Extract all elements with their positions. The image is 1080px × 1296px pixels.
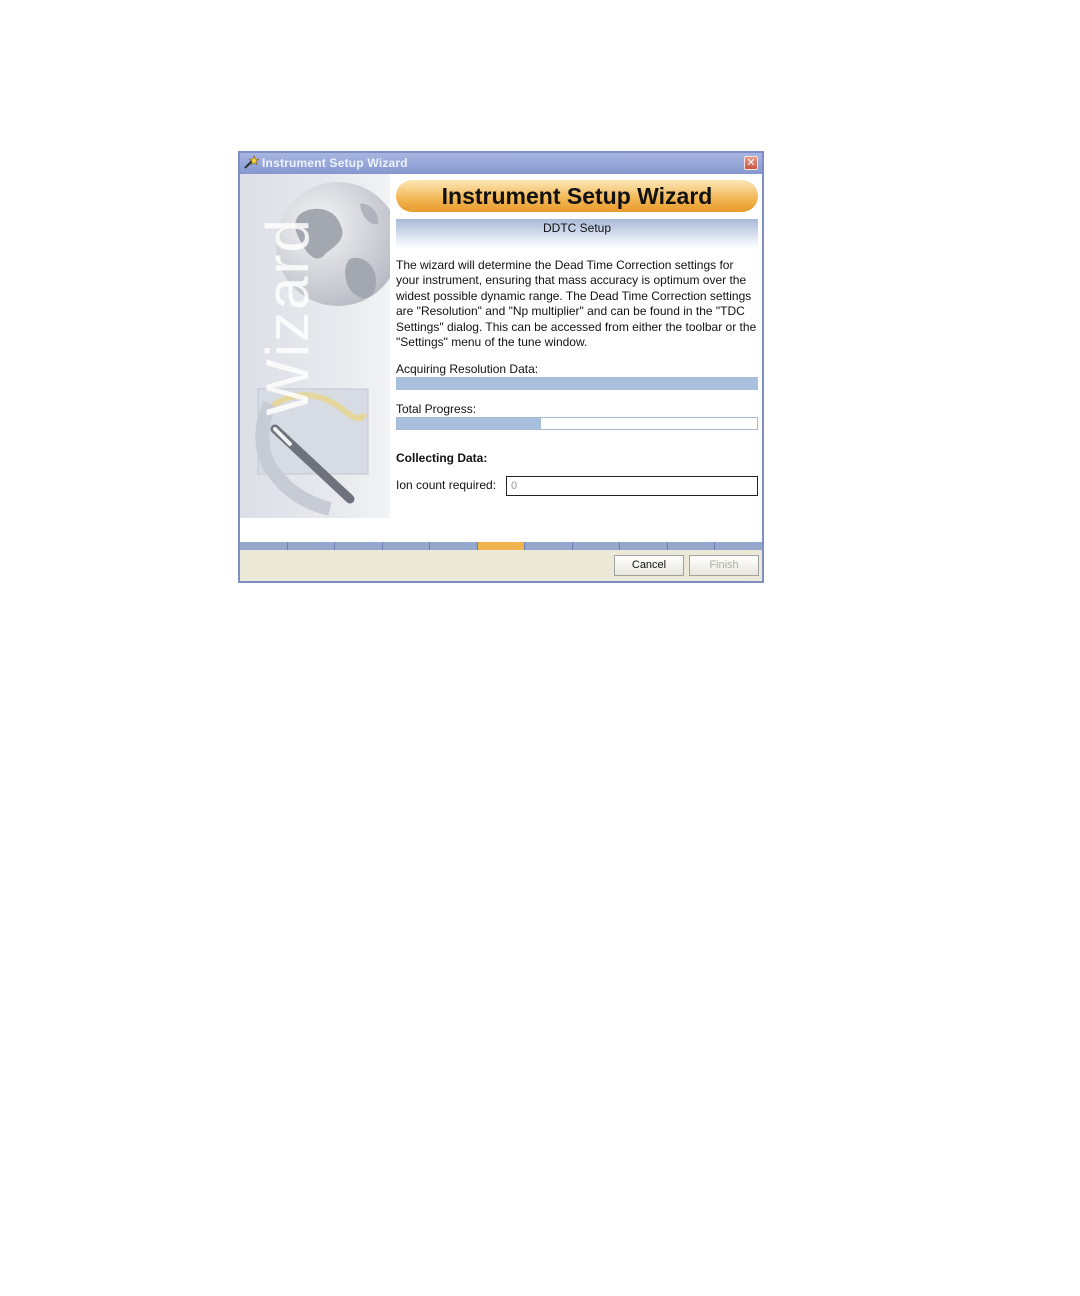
page-title: Instrument Setup Wizard — [441, 183, 713, 209]
ion-count-field[interactable] — [506, 476, 758, 496]
wizard-client-area — [240, 174, 762, 542]
wizard-step-segment — [620, 542, 668, 550]
total-progress-fill — [397, 418, 541, 429]
wizard-step-segment — [715, 542, 762, 550]
total-progress-bar — [396, 417, 758, 430]
acquiring-label: Acquiring Resolution Data: — [396, 362, 539, 376]
wizard-step-segment — [335, 542, 383, 550]
wizard-window — [238, 151, 764, 583]
wizard-step-segment — [525, 542, 573, 550]
page-header — [396, 180, 758, 212]
close-icon[interactable]: ✕ — [744, 156, 758, 170]
wizard-icon — [243, 155, 259, 171]
collecting-heading: Collecting Data: — [396, 451, 488, 465]
total-progress-label: Total Progress: — [396, 402, 477, 416]
finish-button[interactable]: Finish — [689, 555, 759, 576]
wizard-step-segment — [668, 542, 716, 550]
wizard-step-segment — [573, 542, 621, 550]
cancel-button[interactable]: Cancel — [614, 555, 684, 576]
window-title: Instrument Setup Wizard — [262, 156, 408, 170]
wizard-step-segment — [288, 542, 336, 550]
wizard-step-indicator — [240, 542, 762, 550]
wizard-step-segment — [383, 542, 431, 550]
ion-count-label: Ion count required: — [396, 478, 497, 492]
sidebar-artwork — [240, 174, 390, 518]
page-subtitle: DDTC Setup — [396, 219, 758, 249]
title-bar[interactable] — [240, 153, 762, 174]
wizard-step-segment — [430, 542, 478, 550]
button-bar — [240, 550, 762, 581]
description-text: The wizard will determine the Dead Time Correction settings for your instrument, ensuring that mass accuracy is optimum over the widest possible dynamic range. The Dead Time Correction settings are "Resolution" and "Np multiplier" and can be found in the "TDC Settings" dialog. This can be accessed from either the toolbar or the "Settings" menu of the tune window. — [396, 258, 757, 350]
wizard-step-segment — [240, 542, 288, 550]
sidebar-watermark: Wizard — [253, 217, 321, 416]
acquiring-progress-bar — [396, 377, 758, 390]
wizard-step-segment — [478, 542, 526, 550]
